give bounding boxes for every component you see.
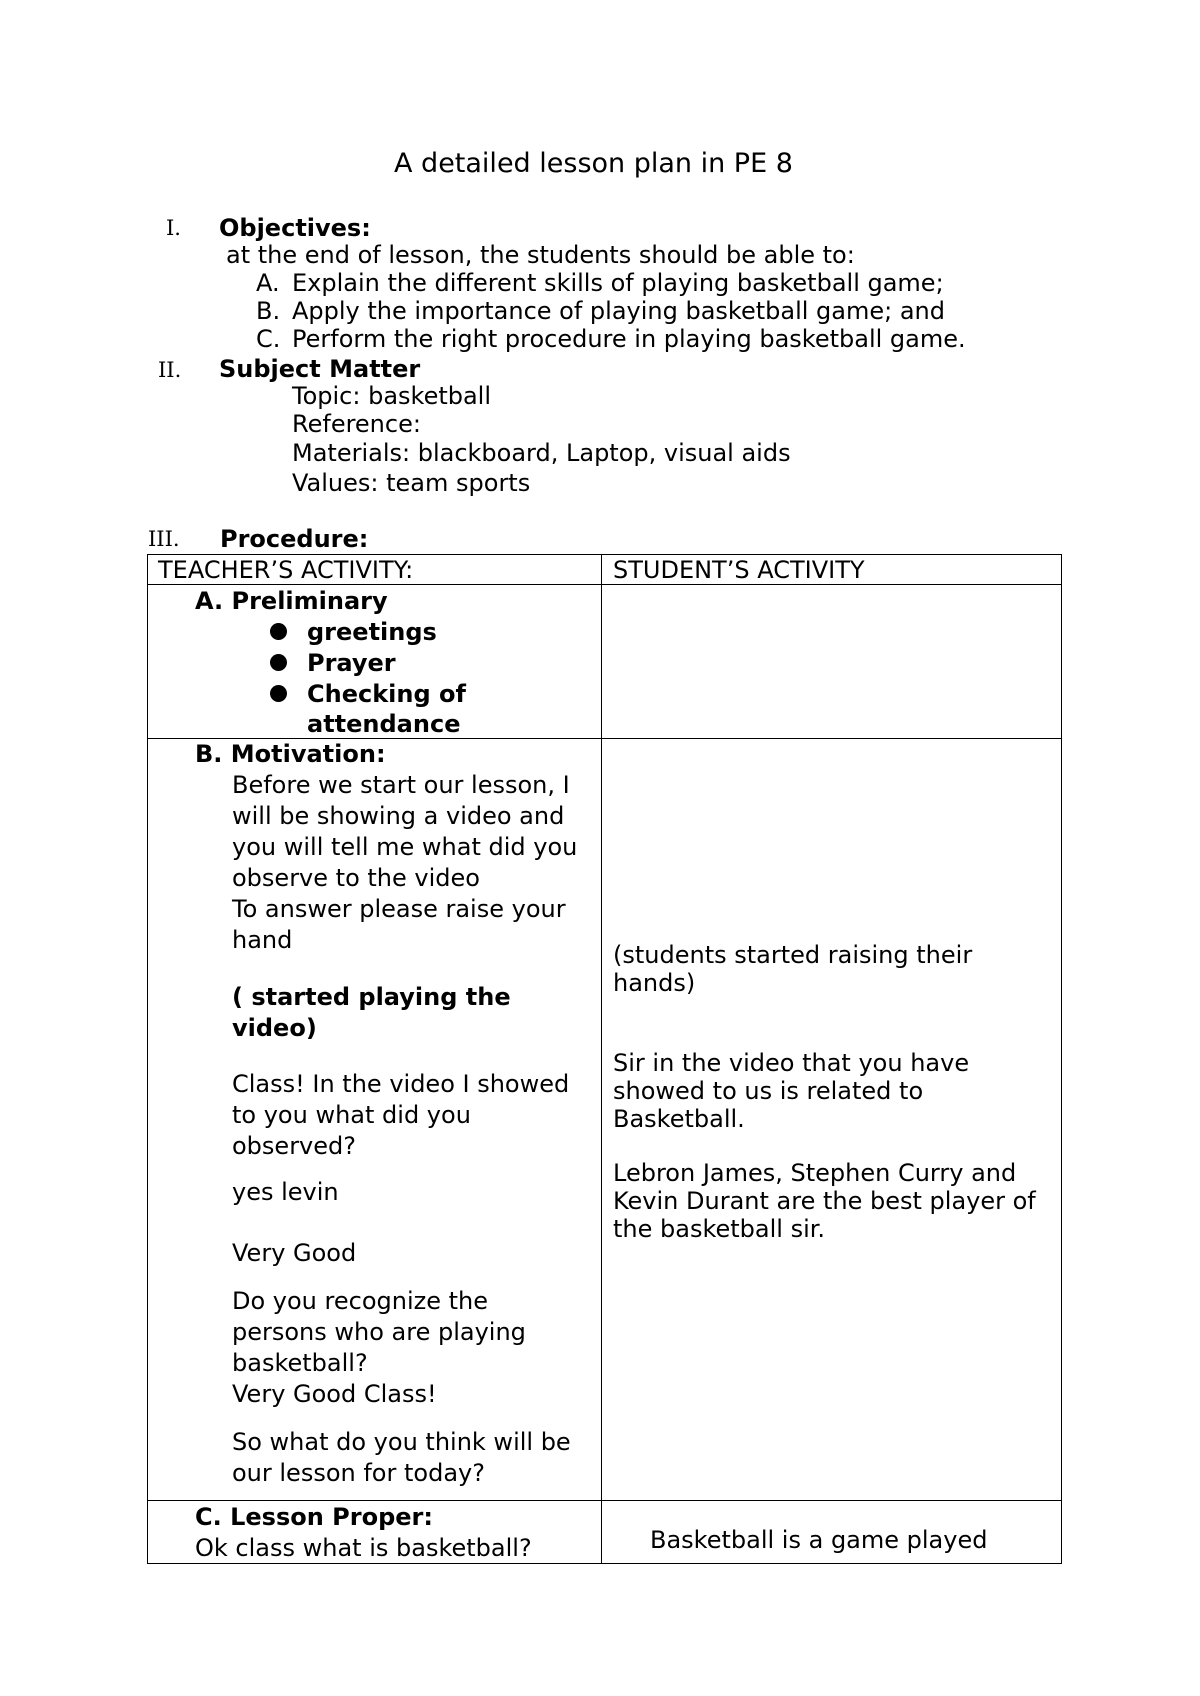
bullet-icon (270, 654, 287, 671)
student-activity-header: STUDENT’S ACTIVITY (613, 556, 865, 584)
bullet-icon (270, 623, 287, 640)
preliminary-item-prayer: Prayer (270, 651, 396, 675)
preliminary-item-attendance-cont: attendance (307, 710, 461, 738)
motivation-line: observed? (232, 1132, 356, 1160)
objective-c: Perform the right procedure in playing basketball game. (292, 325, 966, 353)
subject-values: Values: team sports (292, 469, 531, 497)
motivation-line: persons who are playing (232, 1318, 526, 1346)
objectives-intro: at the end of lesson, the students should be able to: (226, 241, 855, 269)
motivation-line: observe to the video (232, 864, 480, 892)
student-response: hands) (613, 969, 696, 997)
student-response: showed to us is related to (613, 1077, 924, 1105)
subject-matter-numeral: II. (158, 358, 182, 382)
motivation-line: hand (232, 926, 293, 954)
subject-matter-heading: Subject Matter (219, 355, 421, 383)
teacher-activity-header-cell (148, 555, 602, 585)
motivation-line: To answer please raise your (232, 895, 566, 923)
motivation-line: Class! In the video I showed (232, 1070, 570, 1098)
lesson-proper-answer: Basketball is a game played (650, 1526, 988, 1554)
student-response: Basketball. (613, 1105, 745, 1133)
procedure-numeral: III. (148, 527, 180, 551)
preliminary-student-cell (602, 585, 1062, 739)
student-response: the basketball sir. (613, 1215, 826, 1243)
preliminary-teacher-cell (148, 585, 602, 739)
motivation-line: Very Good Class! (232, 1380, 437, 1408)
motivation-line: Before we start our lesson, I (232, 771, 570, 799)
motivation-student-cell (602, 739, 1062, 1501)
motivation-row (148, 739, 1062, 1501)
motivation-stage-direction: video) (232, 1014, 317, 1042)
bullet-icon (270, 685, 287, 702)
motivation-line: So what do you think will be (232, 1428, 571, 1456)
motivation-line: yes levin (232, 1178, 339, 1206)
teacher-activity-header: TEACHER’S ACTIVITY: (158, 556, 414, 584)
preliminary-row (148, 585, 1062, 739)
student-response: Kevin Durant are the best player of (613, 1187, 1036, 1215)
motivation-teacher-cell (148, 739, 602, 1501)
preliminary-item-attendance: Checking of (270, 682, 466, 706)
objective-a: Explain the different skills of playing basketball game; (292, 269, 944, 297)
motivation-line: you will tell me what did you (232, 833, 578, 861)
procedure-heading: Procedure: (220, 525, 369, 553)
motivation-heading: B. Motivation: (195, 740, 386, 768)
motivation-line: Very Good (232, 1239, 357, 1267)
lesson-proper-question: Ok class what is basketball? (195, 1534, 532, 1562)
objectives-heading: Objectives: (219, 214, 371, 242)
objective-letter-b: B. (256, 297, 281, 325)
objectives-numeral: I. (166, 216, 181, 240)
student-response: Lebron James, Stephen Curry and (613, 1159, 1017, 1187)
preliminary-item-greetings: greetings (270, 620, 437, 644)
subject-topic: Topic: basketball (292, 382, 492, 410)
student-response: (students started raising their (613, 941, 973, 969)
subject-materials: Materials: blackboard, Laptop, visual aids (292, 439, 791, 467)
student-activity-header-cell (602, 555, 1062, 585)
motivation-stage-direction: ( started playing the (232, 983, 511, 1011)
procedure-table (147, 554, 1062, 1564)
student-response: Sir in the video that you have (613, 1049, 970, 1077)
motivation-line: to you what did you (232, 1101, 471, 1129)
page-title: A detailed lesson plan in PE 8 (394, 148, 793, 179)
motivation-line: our lesson for today? (232, 1459, 485, 1487)
lesson-proper-teacher-cell (148, 1501, 602, 1564)
motivation-line: Do you recognize the (232, 1287, 488, 1315)
objective-letter-a: A. (256, 269, 280, 297)
lesson-proper-student-cell (602, 1501, 1062, 1564)
lesson-proper-row (148, 1501, 1062, 1564)
lesson-proper-heading: C. Lesson Proper: (195, 1503, 433, 1531)
preliminary-heading: A. Preliminary (195, 587, 388, 615)
subject-reference: Reference: (292, 410, 421, 438)
motivation-line: will be showing a video and (232, 802, 565, 830)
objective-b: Apply the importance of playing basketball game; and (292, 297, 945, 325)
objective-letter-c: C. (256, 325, 281, 353)
motivation-line: basketball? (232, 1349, 368, 1377)
table-header-row (148, 555, 1062, 585)
